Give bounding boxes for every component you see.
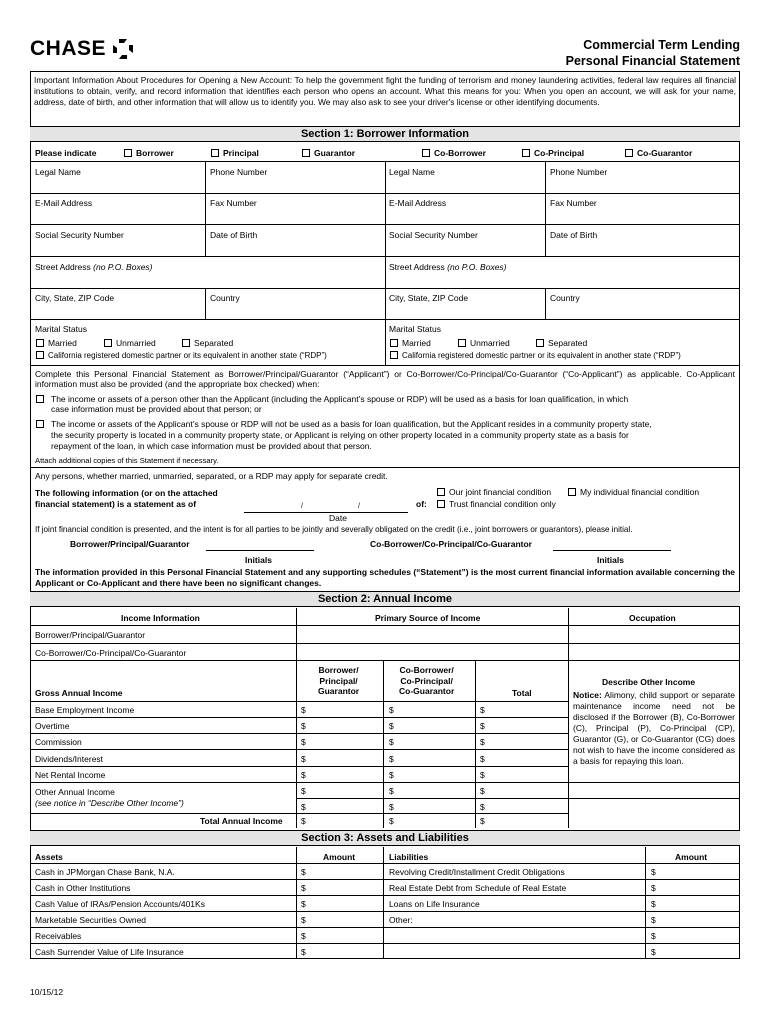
col-total-header: Total xyxy=(512,688,532,698)
col-primary-source: Primary Source of Income xyxy=(375,613,481,623)
col-assets: Assets xyxy=(35,852,63,862)
co-field-dob[interactable]: Date of Birth xyxy=(550,230,598,240)
role-co-principal[interactable]: Co-Principal xyxy=(522,148,584,158)
field-phone-number[interactable]: Phone Number xyxy=(210,167,268,177)
field-ssn[interactable]: Social Security Number xyxy=(35,230,124,240)
role-principal[interactable]: Principal xyxy=(211,148,259,158)
section1-header: Section 1: Borrower Information xyxy=(30,126,740,142)
date-slash-2: / xyxy=(358,503,360,510)
checkbox[interactable] xyxy=(522,149,530,157)
co-field-street-address[interactable]: Street Address (no P.O. Boxes) xyxy=(389,262,507,272)
form-date-code: 10/15/12 xyxy=(30,987,64,997)
co-field-fax[interactable]: Fax Number xyxy=(550,198,597,208)
please-indicate-label: Please indicate xyxy=(35,148,97,158)
role-borrower[interactable]: Borrower xyxy=(124,148,174,158)
trust-condition-option[interactable]: Trust financial condition only xyxy=(437,499,556,509)
income-other-annual: Other Annual Income (see notice in “Describe Other Income”) xyxy=(35,787,184,808)
asset-securities: Marketable Securities Owned xyxy=(35,915,147,925)
checkbox[interactable] xyxy=(211,149,219,157)
co-field-phone-number[interactable]: Phone Number xyxy=(550,167,608,177)
checkbox[interactable] xyxy=(458,339,466,347)
co-field-legal-name[interactable]: Legal Name xyxy=(389,167,435,177)
describe-other-title: Describe Other Income xyxy=(602,677,696,687)
section3-header: Section 3: Assets and Liabilities xyxy=(30,830,740,846)
asset-receivables: Receivables xyxy=(35,931,82,941)
col-liabilities-amount: Amount xyxy=(675,852,708,862)
role-guarantor[interactable]: Guarantor xyxy=(302,148,355,158)
co-field-ssn[interactable]: Social Security Number xyxy=(389,230,478,240)
chase-octagon-icon xyxy=(113,39,133,59)
income-net-rental: Net Rental Income xyxy=(35,770,106,780)
checkbox[interactable] xyxy=(124,149,132,157)
condition-1-line2: case information must be provided about that person; or xyxy=(51,404,262,414)
co-marital-rdp[interactable]: California registered domestic partner or its equivalent in another state (“RDP”) xyxy=(390,351,681,361)
col-bpg-header: Borrower/ Principal/ Guarantor xyxy=(318,665,360,696)
marital-status-label: Marital Status xyxy=(35,324,87,334)
co-marital-status-label: Marital Status xyxy=(389,324,441,334)
role-co-guarantor[interactable]: Co-Guarantor xyxy=(625,148,692,158)
condition-1-line1: The income or assets of a person other than the Applicant (including the Applicant’s spouse or RDP) will be used as a basis for loan qualification, in which xyxy=(51,394,629,404)
condition-2-checkbox[interactable] xyxy=(36,419,48,429)
co-marital-unmarried[interactable]: Unmarried xyxy=(458,338,510,348)
field-city-state-zip[interactable]: City, State, ZIP Code xyxy=(35,293,115,303)
income-total-label: Total Annual Income xyxy=(200,816,283,826)
other-income-notice: Notice: Alimony, child support or separate maintenance income need not be disclosed if the Borrower (B), Co-Borrower (C), Principal (P), Co-Principal (CP), Guarantor (G), or Co-Guarantor (CG) does not wish to have the income considered as a basis for repaying this loan. xyxy=(573,690,735,766)
checkbox[interactable] xyxy=(422,149,430,157)
initial-left-label: Borrower/Principal/Guarantor xyxy=(70,539,190,549)
field-legal-name[interactable]: Legal Name xyxy=(35,167,81,177)
income-base-employment: Base Employment Income xyxy=(35,705,135,715)
joint-initial-note: If joint financial condition is presented, and the intent is for all parties to be jointly and severally obligated on the credit (i.e., joint borrowers or guarantors), please initial. xyxy=(35,525,633,534)
income-row-bpg: Borrower/Principal/Guarantor xyxy=(35,630,146,640)
chase-logo xyxy=(30,36,133,61)
condition-2-line2: the security property is located in a community property state, or Applicant is relying on other property located in a community property state as a basis for xyxy=(51,430,629,440)
role-co-borrower[interactable]: Co-Borrower xyxy=(422,148,486,158)
initial-right-label: Co-Borrower/Co-Principal/Co-Guarantor xyxy=(370,539,532,549)
logo-text: CHASE xyxy=(30,37,107,60)
liability-other: Other: xyxy=(389,915,413,925)
field-email[interactable]: E-Mail Address xyxy=(35,198,93,208)
income-dividends: Dividends/Interest xyxy=(35,754,104,764)
condition-2-line1: The income or assets of the Applicant’s spouse or RDP will not be used as a basis for loan qualification, but the Applicant resides in a community property state, xyxy=(51,419,652,429)
income-commission: Commission xyxy=(35,737,82,747)
following-info-line1: The following information (or on the attached xyxy=(35,488,218,498)
col-liabilities: Liabilities xyxy=(389,852,429,862)
income-row-cbpg: Co-Borrower/Co-Principal/Co-Guarantor xyxy=(35,648,187,658)
checkbox[interactable] xyxy=(390,339,398,347)
joint-condition-option[interactable]: Our joint financial condition xyxy=(437,487,551,497)
field-dob[interactable]: Date of Birth xyxy=(210,230,258,240)
condition-2-line3: repayment of the loan, in which case information must be provided about that person. xyxy=(51,441,372,451)
marital-unmarried[interactable]: Unmarried xyxy=(104,338,156,348)
checkbox[interactable] xyxy=(104,339,112,347)
complete-instructions: Complete this Personal Financial Statement as Borrower/Principal/Guarantor (“Applicant”) or Co-Borrower/Co-Principal/Co-Guarantor (“Co-Applicant”) as applicable. Co-Applicant information must also be provided (and the appropriate box checked) when: xyxy=(35,369,735,389)
liability-real-estate: Real Estate Debt from Schedule of Real Estate xyxy=(389,883,567,893)
condition-1-checkbox[interactable] xyxy=(36,394,48,404)
checkbox[interactable] xyxy=(36,351,44,359)
col-income-information: Income Information xyxy=(121,613,200,623)
final-statement: The information provided in this Personal Financial Statement and any supporting schedules (“Statement”) is the most current financial information available concerning the Applicant or Co-Applicant and there have been no significant changes. xyxy=(35,567,735,588)
co-marital-separated[interactable]: Separated xyxy=(536,338,587,348)
form-title-line2: Personal Financial Statement xyxy=(565,54,740,68)
liability-revolving: Revolving Credit/Installment Credit Obligations xyxy=(389,867,565,877)
checkbox[interactable] xyxy=(390,351,398,359)
date-slash-1: / xyxy=(301,503,303,510)
col-cbpg-header: Co-Borrower/ Co-Principal/ Co-Guarantor xyxy=(399,665,455,696)
checkbox[interactable] xyxy=(625,149,633,157)
checkbox[interactable] xyxy=(36,339,44,347)
field-street-address[interactable]: Street Address (no P.O. Boxes) xyxy=(35,262,153,272)
co-field-country[interactable]: Country xyxy=(550,293,580,303)
co-marital-married[interactable]: Married xyxy=(390,338,431,348)
asset-cash-other: Cash in Other Institutions xyxy=(35,883,131,893)
form-title-line1: Commercial Term Lending xyxy=(583,38,740,52)
gross-annual-income-label: Gross Annual Income xyxy=(35,688,123,698)
initials-right-label: Initials xyxy=(597,555,624,565)
following-info-line2: financial statement) is a statement as of xyxy=(35,499,197,509)
section2-header: Section 2: Annual Income xyxy=(30,591,740,607)
co-field-city-state-zip[interactable]: City, State, ZIP Code xyxy=(389,293,469,303)
col-occupation: Occupation xyxy=(629,613,676,623)
id-notice: Important Information About Procedures for Opening a New Account: To help the government fight the funding of terrorism and money laundering activities, federal law requires all financial institutions to obtain, verify, and record information that identifies each person who opens an account. What this means for you: When you open an account, we will ask for your name, address, date of birth, and other information that will allow us to identify you. We may also ask to see your driver's license or other identifying documents. xyxy=(34,75,736,107)
marital-rdp[interactable]: California registered domestic partner or its equivalent in another state (“RDP”) xyxy=(36,351,327,361)
marital-separated[interactable]: Separated xyxy=(182,338,233,348)
field-fax[interactable]: Fax Number xyxy=(210,198,257,208)
co-field-email[interactable]: E-Mail Address xyxy=(389,198,447,208)
checkbox[interactable] xyxy=(182,339,190,347)
checkbox[interactable] xyxy=(302,149,310,157)
of-label: of: xyxy=(416,499,427,509)
individual-condition-option[interactable]: My individual financial condition xyxy=(568,487,699,497)
asset-cash-jpmorgan: Cash in JPMorgan Chase Bank, N.A. xyxy=(35,867,175,877)
date-label: Date xyxy=(329,513,347,523)
attach-note: Attach additional copies of this Statement if necessary. xyxy=(35,456,219,465)
initials-left-label: Initials xyxy=(245,555,272,565)
field-country[interactable]: Country xyxy=(210,293,240,303)
asset-life-insurance: Cash Surrender Value of Life Insurance xyxy=(35,947,184,957)
income-overtime: Overtime xyxy=(35,721,70,731)
checkbox[interactable] xyxy=(536,339,544,347)
asset-ira-pension: Cash Value of IRAs/Pension Accounts/401Ks xyxy=(35,899,205,909)
marital-married[interactable]: Married xyxy=(36,338,77,348)
col-assets-amount: Amount xyxy=(323,852,356,862)
liability-life-loans: Loans on Life Insurance xyxy=(389,899,480,909)
separate-credit-note: Any persons, whether married, unmarried, separated, or a RDP may apply for separate credit. xyxy=(35,471,388,481)
